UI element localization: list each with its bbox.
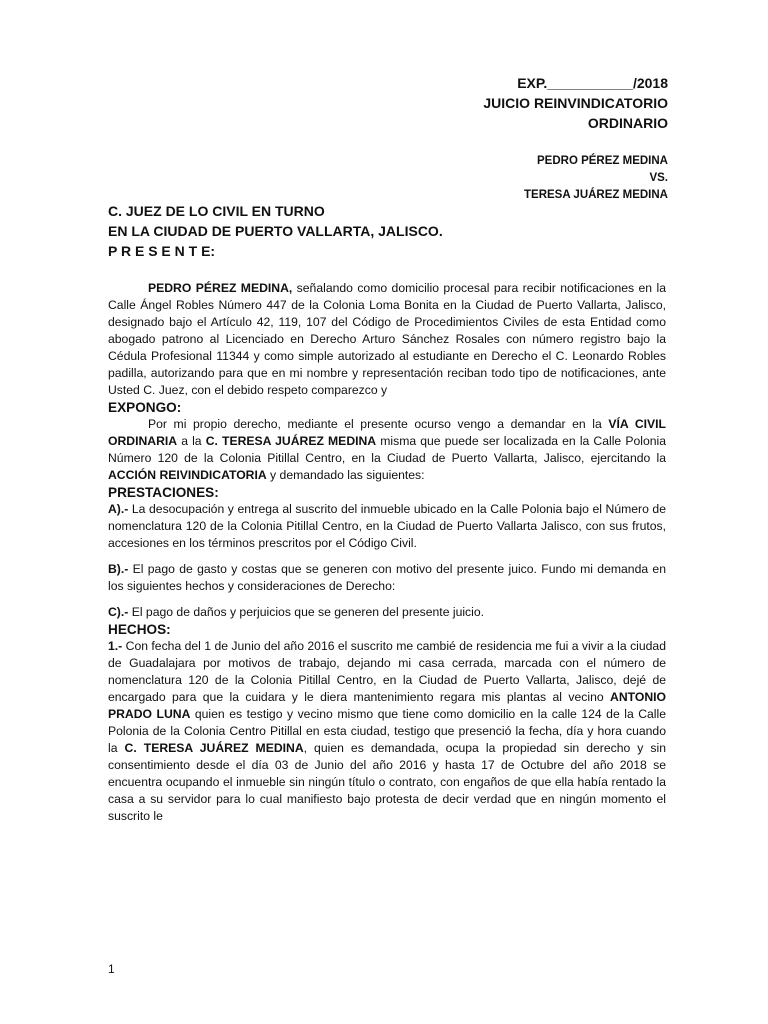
expongo-bold-via: VÍA CIVIL ORDINARIA	[108, 417, 666, 448]
addressee-block	[108, 201, 443, 261]
expongo-text-4: y demandado las siguientes:	[266, 468, 425, 482]
prestacion-b	[108, 561, 666, 595]
hecho-1-label: 1.-	[108, 639, 123, 653]
prestacion-a	[108, 501, 666, 552]
plaintiff-name: PEDRO PÉREZ MEDINA	[537, 155, 668, 167]
expongo-text-2: a la	[177, 434, 206, 448]
versus-label: VS.	[649, 172, 668, 184]
hechos-heading: HECHOS:	[108, 622, 171, 637]
expongo-bold-accion: ACCIÓN REIVINDICATORIA	[108, 468, 267, 482]
intro-name: PEDRO PÉREZ MEDINA,	[148, 281, 293, 295]
addressee-city: EN LA CIUDAD DE PUERTO VALLARTA, JALISCO.	[108, 223, 443, 239]
addressee-presente: P R E S E N T E:	[108, 243, 216, 259]
prestaciones-heading: PRESTACIONES:	[108, 485, 219, 500]
hecho-1-bold-defendant: C. TERESA JUÁREZ MEDINA	[124, 741, 304, 755]
intro-paragraph	[108, 280, 666, 399]
prestacion-c-text: El pago de daños y perjuicios que se generen del presente juicio.	[128, 605, 485, 619]
expongo-text-1: Por mi propio derecho, mediante el presente ocurso vengo a demandar en la	[148, 417, 609, 431]
prestacion-a-label: A).-	[108, 502, 129, 516]
intro-text: señalando como domicilio procesal para recibir notificaciones en la Calle Ángel Robles Número 447 de la Colonia Loma Bonita en la Ciudad de Puerto Vallarta, Jalisco, designado bajo el Artículo 42, 119, 107 del Código de Procedimientos Civiles de esta Entidad como abogado patrono al Licenciado en Derecho Arturo Sánchez Rosales con número registro bajo la Cédula Profesional 11344 y como simple autorizado al estudiante en Derecho el C. Leonardo Robles padilla, autorizando para que en mi nombre y representación reciban todo tipo de notificaciones, ante Usted C. Juez, con el debido respeto comparezco y	[108, 281, 666, 397]
expongo-text-3: misma que puede ser localizada en la Calle Polonia Número 120 de la Colonia Pitillal Centro, en la Ciudad de Puerto Vallarta, Jalisco, ejercitando la	[108, 434, 666, 465]
prestacion-b-label: B).-	[108, 562, 129, 576]
document-body	[108, 280, 666, 825]
hecho-1-text-1: Con fecha del 1 de Junio del año 2016 el suscrito me cambié de residencia me fui a vivir a la ciudad de Guadalajara por motivos de trabajo, dejando mi casa cerrada, marcada con el número de nomenclatura 120 de la Colonia Pitillal Centro, en la Ciudad de Puerto Vallarta, Jalisco, dejé de encargado para que la cuidara y le diera mantenimiento regara mis plantas al vecino	[108, 639, 666, 704]
case-number: EXP.___________/2018	[517, 75, 668, 91]
case-header	[483, 73, 668, 204]
hecho-1	[108, 638, 666, 825]
addressee-judge: C. JUEZ DE LO CIVIL EN TURNO	[108, 203, 325, 219]
case-type: JUICIO REINVINDICATORIO	[483, 95, 668, 111]
prestacion-c-label: C).-	[108, 605, 129, 619]
expongo-paragraph	[108, 416, 666, 484]
expongo-heading: EXPONGO:	[108, 400, 182, 415]
hecho-1-text-3: , quien es demandada, ocupa la propiedad sin derecho y sin consentimiento desde el día 03 de Junio del año 2016 y hasta 17 de Octubre del año 2018 se encuentra ocupando el inmueble sin ningún título o contrato, con engaños de que ella había rentado la casa a su servidor para lo cual manifiesto bajo protesta de decir verdad que en ningún momento el suscrito le	[108, 741, 667, 823]
prestacion-c	[108, 604, 666, 621]
page-number: 1	[108, 962, 115, 976]
defendant-name: TERESA JUÁREZ MEDINA	[524, 189, 668, 201]
case-type-ordinario: ORDINARIO	[587, 115, 668, 131]
hecho-1-text-2: quien es testigo y vecino mismo que tiene como domicilio en la calle 124 de la Calle Polonia de la Colonia Centro Pitillal en esta ciudad, testigo que presenció la fecha, día y hora cuando la	[108, 707, 666, 755]
prestacion-a-text: La desocupación y entrega al suscrito del inmueble ubicado en la Calle Polonia bajo el Número de nomenclatura 120 de la Colonia Pitillal Centro, en la Ciudad de Puerto Vallarta Jalisco, con sus frutos, accesiones en los términos prescritos por el Código Civil.	[108, 502, 666, 550]
prestacion-b-text: El pago de gasto y costas que se generen con motivo del presente juico. Fundo mi demanda en los siguientes hechos y consideraciones de Derecho:	[108, 562, 666, 593]
hecho-1-bold-witness: ANTONIO PRADO LUNA	[108, 690, 666, 721]
expongo-bold-defendant: C. TERESA JUÁREZ MEDINA	[205, 434, 377, 448]
